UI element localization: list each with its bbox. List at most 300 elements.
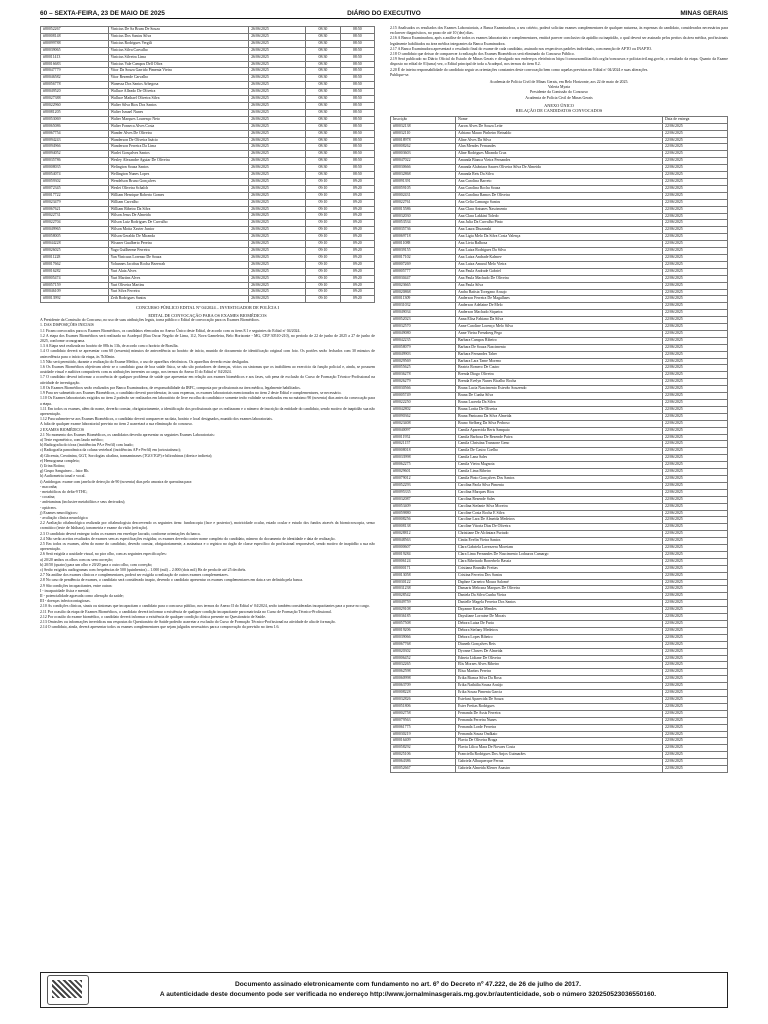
table-row xyxy=(391,358,728,365)
table-row xyxy=(391,572,728,579)
table-cell: Erika Nathália Souza Araújo xyxy=(456,683,663,690)
table-cell: Ana Clara Antunes Nascimento xyxy=(456,206,663,213)
table-cell: 09:20 xyxy=(340,234,374,241)
table-row xyxy=(41,192,375,199)
table-row xyxy=(41,27,375,34)
table-cell: Wissner Gualberto Pereira xyxy=(108,241,248,248)
table-cell: #80008018 xyxy=(391,448,456,455)
table-cell: #80022250 xyxy=(391,400,456,407)
table-cell: Bruna De Cunha Silva xyxy=(456,393,663,400)
table-cell: #80032265 xyxy=(391,662,456,669)
table-cell: 22/06/2025 xyxy=(663,441,728,448)
table-cell: 26/06/2025 xyxy=(249,130,306,137)
table-cell: 22/06/2025 xyxy=(663,220,728,227)
table-cell: Wilson Motta Xavier Junior xyxy=(108,227,248,234)
table-row xyxy=(391,752,728,759)
table-row xyxy=(391,420,728,427)
table-cell: 22/06/2025 xyxy=(663,358,728,365)
table-row xyxy=(391,766,728,773)
table-cell: 26/06/2025 xyxy=(249,248,306,255)
signature-line: Valeria Myata xyxy=(548,85,570,90)
table-row xyxy=(41,206,375,213)
table-cell: #80042802 xyxy=(391,406,456,413)
table-cell: 26/06/2025 xyxy=(249,199,306,206)
table-row xyxy=(391,220,728,227)
table-cell: 22/06/2025 xyxy=(663,151,728,158)
table-cell: 08:50 xyxy=(340,75,374,82)
table-cell: 08:50 xyxy=(340,102,374,109)
table-cell: 22/06/2025 xyxy=(663,641,728,648)
table-row xyxy=(391,551,728,558)
concurso-paragraph: h) Audiometria tonal e vocal. xyxy=(40,474,86,479)
table-row xyxy=(391,441,728,448)
table-cell: Gabriela Almeida Klener Anastro xyxy=(456,766,663,773)
table-cell: 22/06/2025 xyxy=(663,496,728,503)
table-cell: 08:30 xyxy=(306,61,340,68)
table-cell: #80002758 xyxy=(391,710,456,717)
table-row xyxy=(391,634,728,641)
table-cell: Walter Marques Lourenço Neto xyxy=(108,116,248,123)
table-row xyxy=(391,268,728,275)
table-cell: 22/06/2025 xyxy=(663,538,728,545)
table-row xyxy=(391,427,728,434)
table-cell: 22/06/2025 xyxy=(663,593,728,600)
table-row xyxy=(391,475,728,482)
table-cell: 09:20 xyxy=(340,220,374,227)
table-cell: 26/06/2025 xyxy=(249,123,306,130)
table-cell: 26/06/2025 xyxy=(249,289,306,296)
table-cell: 08:50 xyxy=(340,82,374,89)
concurso-paragraph: II - potencialidade agravada como alteração da saúde; xyxy=(40,594,124,599)
table-cell: #80057508 xyxy=(391,621,456,628)
table-cell: #80029108 xyxy=(391,607,456,614)
table-cell: #80016409 xyxy=(391,738,456,745)
table-row xyxy=(41,144,375,151)
table-cell: Clara Ribeirado Bonerbelo Bassia xyxy=(456,558,663,565)
table-cell: #80006124 xyxy=(391,558,456,565)
table-cell: #80039065 xyxy=(41,47,109,54)
table-row xyxy=(391,517,728,524)
table-cell: #80019284 xyxy=(391,551,456,558)
table-cell: William Henrique Roberto Gomes xyxy=(108,192,248,199)
table-cell: 22/06/2025 xyxy=(663,310,728,317)
concurso-paragraph: A falta de qualquer exame laboratorial previsto no item 2 acarretará a sua eliminação do concurso. xyxy=(40,422,193,427)
table-cell: 22/06/2025 xyxy=(663,199,728,206)
table-cell: Wilson Luiz Rodrigues De Carvalho xyxy=(108,220,248,227)
table-cell: 09:20 xyxy=(340,296,374,303)
table-row xyxy=(41,123,375,130)
table-cell: #80022761 xyxy=(391,199,456,206)
table-cell: #80042235 xyxy=(391,337,456,344)
table-cell: 22/06/2025 xyxy=(663,696,728,703)
table-cell: #80005777 xyxy=(391,268,456,275)
table-row xyxy=(391,614,728,621)
table-cell: #80063709 xyxy=(391,683,456,690)
table-cell: 09:20 xyxy=(340,275,374,282)
table-row xyxy=(391,482,728,489)
table-cell: 26/06/2025 xyxy=(249,268,306,275)
table-cell: 08:50 xyxy=(340,137,374,144)
table-cell: #80031032 xyxy=(391,303,456,310)
table-cell: #80027388 xyxy=(41,96,109,103)
table-cell: 22/06/2025 xyxy=(663,337,728,344)
table-cell: #80022704 xyxy=(41,220,109,227)
table-cell: Bruna Pantoana Da Silva Almeida xyxy=(456,413,663,420)
table-row xyxy=(391,676,728,683)
table-cell: #80011309 xyxy=(391,296,456,303)
concurso-paragraph: 1.8 Os Exames Biomédicos serão realizados por Banca Examinadora, de responsabilidade da IBFC, composta por profissionais na área médica, legalmente habilitados. xyxy=(40,385,301,390)
table-row xyxy=(41,254,375,261)
concurso-paragraph: 2.6 Será exigida a acuidade visual, no pior olho, com as seguintes especificações: xyxy=(40,552,167,557)
table-cell: #80000607 xyxy=(391,545,456,552)
table-row xyxy=(41,96,375,103)
table-row xyxy=(391,641,728,648)
table-cell: #80065086 xyxy=(41,123,109,130)
concurso-paragraph: g) Grupo Sanguíneo – fator Rh. xyxy=(40,469,90,474)
table-row xyxy=(391,158,728,165)
table-cell: 22/06/2025 xyxy=(663,717,728,724)
journal-title: DIÁRIO DO EXECUTIVO xyxy=(347,10,421,17)
table-row xyxy=(391,469,728,476)
table-cell: 22/06/2025 xyxy=(663,710,728,717)
table-cell: Andra Batista Toregano Araujo xyxy=(456,289,663,296)
table-cell: Vinicius Silva Carvalho xyxy=(108,47,248,54)
table-cell: #80030566 xyxy=(391,386,456,393)
table-cell: #80049965 xyxy=(41,227,109,234)
table-row xyxy=(391,489,728,496)
table-cell: 22/06/2025 xyxy=(663,144,728,151)
table-cell: Edneia Lidiane De Oliveira xyxy=(456,655,663,662)
table-cell: #80026279 xyxy=(391,379,456,386)
table-cell: #80064386 xyxy=(391,759,456,766)
table-cell: Caroline Costa Rocha E Silva xyxy=(456,510,663,517)
table-row xyxy=(391,282,728,289)
table-cell: 22/06/2025 xyxy=(663,531,728,538)
table-cell: 08:30 xyxy=(306,54,340,61)
table-cell: Dayanne Kassia Mendes xyxy=(456,607,663,614)
table-cell: #80016683 xyxy=(41,61,109,68)
table-row xyxy=(391,172,728,179)
table-cell: #80007269 xyxy=(391,261,456,268)
concurso-paragraph: 2.1 No momento dos Exames Biomédicos, os candidatos deverão apresentar os seguintes Exames Laboratoriais: xyxy=(40,432,215,437)
table-row xyxy=(41,40,375,47)
table-row xyxy=(391,254,728,261)
table-cell: Yuri Silva Ferreira xyxy=(108,289,248,296)
concurso-paragraph: 1.10 Os Exames laboratoriais exigidos no item 2 poderão ser realizados em laboratório de livre escolha do candidato e somente terão validade se realizados em no máximo 90 (noventa) dias antes da convocação para a etapa. xyxy=(40,396,375,406)
table-cell: Ana Luiza Rodrigues Da Silva xyxy=(456,248,663,255)
table-row xyxy=(391,731,728,738)
table-row xyxy=(391,703,728,710)
table-cell: 08:30 xyxy=(306,109,340,116)
table-cell: #80032110 xyxy=(391,130,456,137)
continuation-body xyxy=(390,26,728,78)
right-column xyxy=(390,26,728,773)
table-cell: 22/06/2025 xyxy=(663,289,728,296)
signature-block xyxy=(390,80,728,101)
table-row xyxy=(41,172,375,179)
table-cell: 22/06/2025 xyxy=(663,420,728,427)
table-cell: 22/06/2025 xyxy=(663,261,728,268)
table-cell: 08:30 xyxy=(306,130,340,137)
table-row xyxy=(41,227,375,234)
table-cell: 22/06/2025 xyxy=(663,227,728,234)
concurso-paragraph: 1.1 Ficam convocados para os Exames Biomédicos, os candidatos elencados no Anexo Único deste Edital, de acordo com os itens 8.1 e seguintes do Edital nº 04/2024. xyxy=(40,328,301,333)
concurso-paragraph: c) Radiografia panorâmica da coluna vertebral (incidências AP e Perfil) em (ortostatismo); xyxy=(40,448,181,453)
table-cell: 26/06/2025 xyxy=(249,296,306,303)
table-row xyxy=(391,275,728,282)
table-cell: 08:30 xyxy=(306,96,340,103)
continuation-paragraph: 2.20 É de inteira responsabilidade do candidato seguir as orientações constantes deste convocação bem como aquelas previstas no Edital nº 04/2024 e suas alterações. xyxy=(390,67,649,72)
table-cell: #80053534 xyxy=(391,220,456,227)
table-row xyxy=(41,185,375,192)
table-cell: 08:50 xyxy=(340,27,374,34)
table-cell: Wallace Alleado De Oliveira xyxy=(108,89,248,96)
table-cell: Ana Paula Machado De Oliveira xyxy=(456,275,663,282)
table-cell: 08:30 xyxy=(306,165,340,172)
table-cell: 22/06/2025 xyxy=(663,344,728,351)
table-cell: #80005749 xyxy=(391,393,456,400)
concurso-paragraph: d) Glicemia, Creatinina, GGT, Sorologias alcalina, transaminases (TGO/TGP) e bilirrubinas (direta e indireta); xyxy=(40,453,213,458)
table-cell: 22/06/2025 xyxy=(663,475,728,482)
table-cell: #80067754 xyxy=(41,130,109,137)
continuation-paragraph: 2.16 A Banca Examinadora, após a análise de todos os exames laboratoriais e complementares, emitirá parecer conclusivo da aptidão ou inaptidão, o qual deverá ser assinado pelos peritos da área médica, profissionais legalmente habilitados na área médica integrantes da Banca Examinadora. xyxy=(390,36,728,46)
table-row xyxy=(391,123,728,130)
table-cell: Bruno Stelberg Da Silva Pedroso xyxy=(456,420,663,427)
table-cell: 08:30 xyxy=(306,68,340,75)
table-cell: 26/06/2025 xyxy=(249,96,306,103)
table-cell: #80023408 xyxy=(391,420,456,427)
table-cell: Yuri Martins Alves xyxy=(108,275,248,282)
table-cell: 26/06/2025 xyxy=(249,158,306,165)
table-row xyxy=(391,310,728,317)
table-row xyxy=(391,165,728,172)
table-cell: 09:20 xyxy=(340,213,374,220)
table-cell: Barbara Fernandes Taher xyxy=(456,351,663,358)
table-row xyxy=(391,330,728,337)
table-cell: 22/06/2025 xyxy=(663,137,728,144)
table-cell: 22/06/2025 xyxy=(663,455,728,462)
table-cell: Ana Laura Diuzanski xyxy=(456,227,663,234)
table-cell: 22/06/2025 xyxy=(663,448,728,455)
table-row xyxy=(391,759,728,766)
table-cell: Carolina Rezende Sales xyxy=(456,496,663,503)
concurso-paragraph: 2.5 Em todos os exames, além do nome do candidato, deverão constar, obrigatoriamente, a assinatura e o registro no órgão de classe específico do profissional responsável, sendo motivo de inaptidão a sua não apresentação. xyxy=(40,541,375,552)
concurso-paragraph: - anfetaminas (inclusive metabólitos e seus derivados); xyxy=(40,500,126,505)
table-cell: #80021157 xyxy=(391,441,456,448)
table-cell: Ana Carolina Ramos De Oliveira xyxy=(456,192,663,199)
table-cell: #80008228 xyxy=(391,690,456,697)
table-row xyxy=(41,275,375,282)
table-row xyxy=(391,717,728,724)
table-cell: #80028542 xyxy=(391,593,456,600)
table-cell: Wallace Mathael Oliveira Silva xyxy=(108,96,248,103)
table-cell: Bruna Lacerda Da Silva xyxy=(456,400,663,407)
table-cell: #80048563 xyxy=(391,538,456,545)
table-row xyxy=(391,745,728,752)
authentication-stamp xyxy=(40,972,728,1008)
table-cell: #80090362 xyxy=(391,413,456,420)
table-cell: 09:10 xyxy=(306,268,340,275)
table-cell: #80079012 xyxy=(391,475,456,482)
table-cell: #80049080 xyxy=(391,330,456,337)
concurso-paragraph: b) 20/50 (quatro) para um olho e 20/20 para o outro olho, com correção; xyxy=(40,562,153,567)
page-number-date: 60 – SEXTA-FEIRA, 23 DE MAIO DE 2025 xyxy=(40,10,165,17)
concurso-paragraph: 2.11 Por ocasião da etapa de Exames Biomédicos, o candidato deverá informar a existência de qualquer condição incapacitante para matrícula no Curso de Formação Técnico-Profissional. xyxy=(40,609,332,614)
table-cell: 08:50 xyxy=(340,61,374,68)
table-cell: 26/06/2025 xyxy=(249,144,306,151)
table-cell: #80015586 xyxy=(391,206,456,213)
concurso-paragraph: 1. DAS DISPOSIÇÕES INICIAIS xyxy=(40,323,94,328)
table-cell: #80059105 xyxy=(391,185,456,192)
concurso-paragraph: 2.10 As condições clínicas, sinais ou sintomas que incapacitam o candidato para o concurso público, nos termos do Anexo II do Edital nº 04/2024, serão também consideradas incapacitantes para a posse no cargo. xyxy=(40,604,370,609)
table-cell: #80020302 xyxy=(391,648,456,655)
concurso-paragraph: - cocaína; xyxy=(40,495,56,500)
table-cell: Weslei Oliveira Schalch xyxy=(108,185,248,192)
table-cell: 08:50 xyxy=(340,109,374,116)
table-cell: 26/06/2025 xyxy=(249,47,306,54)
table-cell: Amanda Reis Da Silva xyxy=(456,172,663,179)
concurso-paragraph: a) 20/20 ambos os olhos com ou sem correção; xyxy=(40,557,114,562)
table-row xyxy=(41,54,375,61)
table-cell: #80030447 xyxy=(391,275,456,282)
table-row xyxy=(391,579,728,586)
table-cell: 22/06/2025 xyxy=(663,254,728,261)
table-row xyxy=(41,296,375,303)
table-row xyxy=(41,61,375,68)
table-row xyxy=(41,47,375,54)
table-cell: Fernanda De Assis Ferreira xyxy=(456,710,663,717)
table-cell: 26/06/2025 xyxy=(249,261,306,268)
table-cell: Camila Lana Sales xyxy=(456,455,663,462)
table-cell: 08:50 xyxy=(340,123,374,130)
table-cell: Cristina Ferreira Dos Santos xyxy=(456,572,663,579)
table-cell: Ana Paula Silva xyxy=(456,282,663,289)
table-cell: Yago Guilherme Ferreira xyxy=(108,248,248,255)
table-cell: #80017102 xyxy=(391,254,456,261)
table-row xyxy=(391,344,728,351)
table-cell: 09:10 xyxy=(306,199,340,206)
table-cell: Ana Ligia Melo Da Silva Costa Valença xyxy=(456,234,663,241)
table-cell: Erika Bianca Silva Da Rosa xyxy=(456,676,663,683)
table-cell: Amanda Alcântara Saures Oliveira Silva De Almeida xyxy=(456,165,663,172)
table-cell: #80013058 xyxy=(391,572,456,579)
table-cell: 09:10 xyxy=(306,261,340,268)
table-cell: 09:10 xyxy=(306,248,340,255)
table-cell: 22/06/2025 xyxy=(663,241,728,248)
table-cell: Flavia Lilica Mara De Novaes Costa xyxy=(456,745,663,752)
table-cell: Cristiana Brandão Freitas xyxy=(456,565,663,572)
table-cell: 22/06/2025 xyxy=(663,683,728,690)
table-cell: 22/06/2025 xyxy=(663,379,728,386)
table-cell: Ana Carolina Rocha Souza xyxy=(456,185,663,192)
table-row xyxy=(391,324,728,331)
table-cell: 09:10 xyxy=(306,254,340,261)
table-cell: 22/06/2025 xyxy=(663,662,728,669)
table-cell: Walter Silva Rios Dos Santos xyxy=(108,102,248,109)
table-cell: 22/06/2025 xyxy=(663,268,728,275)
table-cell: Anderson Machado Siqueira xyxy=(456,310,663,317)
concurso-title: CONCURSO PÚBLICO EDITAL Nº 04/2024 – INVESTIGADOR DE POLÍCIA I xyxy=(136,305,279,311)
concurso-paragraph: 2.2 Avaliação oftalmológica realizada por oftalmologista descrevendo os seguintes itens: fundoscopia (face e posterior), motricidade ocular, estado ocular e estudo dos fundos através da biomicroscopia, senso cromático (teste de Ishihara), tonometria e exame da visão (refração). xyxy=(40,521,375,531)
table-cell: 22/06/2025 xyxy=(663,179,728,186)
table-cell: #80058005 xyxy=(41,234,109,241)
table-cell: 22/06/2025 xyxy=(663,614,728,621)
concurso-paragraph: 2.7 Na análise dos exames clínicos e complementares, poderá ser exigida a realização de outros exames complementares. xyxy=(40,573,229,578)
table-cell: #80049520 xyxy=(41,89,109,96)
table-cell: 22/06/2025 xyxy=(663,206,728,213)
table-cell: #80019206 xyxy=(391,627,456,634)
table-cell: 08:50 xyxy=(340,116,374,123)
table-cell: 22/06/2025 xyxy=(663,317,728,324)
table-cell: Anne Vieira Fresnberg Pego xyxy=(456,330,663,337)
concurso-paragraph: 2.13 Omissões ou informações inverídicas nas respostas do Questionário de Saúde poderão acarretar a exclusão do Curso de Formação Técnico-Profissional na atividade de alta de formação. xyxy=(40,620,336,625)
table-row xyxy=(391,586,728,593)
table-cell: 22/06/2025 xyxy=(663,600,728,607)
concurso-paragraph: 2 EXAMES BIOMÉDICOS xyxy=(40,427,85,432)
table-cell: 22/06/2025 xyxy=(663,303,728,310)
table-cell: 26/06/2025 xyxy=(249,275,306,282)
table-row xyxy=(391,130,728,137)
table-row xyxy=(391,607,728,614)
table-cell: 09:10 xyxy=(306,275,340,282)
table-cell: 22/06/2025 xyxy=(663,393,728,400)
table-cell: #80026025 xyxy=(41,248,109,255)
table-row xyxy=(391,372,728,379)
table-cell: Adriano Mauro Pinheiro Reinaldo xyxy=(456,130,663,137)
table-cell: 26/06/2025 xyxy=(249,75,306,82)
table-row xyxy=(391,386,728,393)
table-cell: 09:20 xyxy=(340,241,374,248)
table-cell: #80052293 xyxy=(391,482,456,489)
table-row xyxy=(41,151,375,158)
table-row xyxy=(391,351,728,358)
table-row xyxy=(391,199,728,206)
table-cell: 08:50 xyxy=(340,130,374,137)
table-cell: #80058079 xyxy=(391,344,456,351)
concurso-paragraph: 1.5 Não será permitido, durante a realização do Exame Médico, o uso de aparelhos eletrônicos. Os aparelhos deverão estar desligados. xyxy=(40,359,250,364)
table-cell: 22/06/2025 xyxy=(663,351,728,358)
table-cell: #80032030 xyxy=(391,213,456,220)
table-cell: 22/06/2025 xyxy=(663,462,728,469)
table-cell: Ana Paula Andrade Gabriel xyxy=(456,268,663,275)
concurso-paragraph: 1.3 A Etapa será realizada no horário de 08h às 13h, de acordo com o horário de Brasília. xyxy=(40,344,179,349)
table-cell: #80036185 xyxy=(391,614,456,621)
table-cell: Ana Luiza Andrade Kalmev xyxy=(456,254,663,261)
concurso-paragraph: III - doenças infectocontagiosas. xyxy=(40,599,91,604)
annex-header-cell: Nome xyxy=(456,116,663,123)
table-cell: Aaron Alves De Souza Leite xyxy=(456,123,663,130)
table-cell: 22/06/2025 xyxy=(663,517,728,524)
table-cell: #80047022 xyxy=(391,158,456,165)
table-cell: #80039155 xyxy=(391,248,456,255)
table-cell: 22/06/2025 xyxy=(663,558,728,565)
table-cell: 09:10 xyxy=(306,178,340,185)
table-cell: #80017662 xyxy=(41,261,109,268)
table-cell: 09:10 xyxy=(306,185,340,192)
table-cell: 08:30 xyxy=(306,123,340,130)
table-row xyxy=(391,462,728,469)
table-cell: 26/06/2025 xyxy=(249,68,306,75)
concurso-paragraph: 2.12 Por ocasião do exame biomédico, o candidato deverá informar a existência de qualquer condição clínica presente no Questionário de Saúde. xyxy=(40,614,266,619)
table-row xyxy=(391,317,728,324)
signature-line: Academia de Polícia Civil de Minas Gerais, em Belo Horizonte, aos 22 de maio de 2025. xyxy=(489,80,629,85)
table-cell: 08:30 xyxy=(306,151,340,158)
table-cell: 26/06/2025 xyxy=(249,178,306,185)
table-cell: Camila Pinto Gonçalves Dos Santos xyxy=(456,475,663,482)
table-row xyxy=(391,365,728,372)
table-cell: 08:30 xyxy=(306,40,340,47)
table-cell: Erika Souza Pimenta Garcia xyxy=(456,690,663,697)
